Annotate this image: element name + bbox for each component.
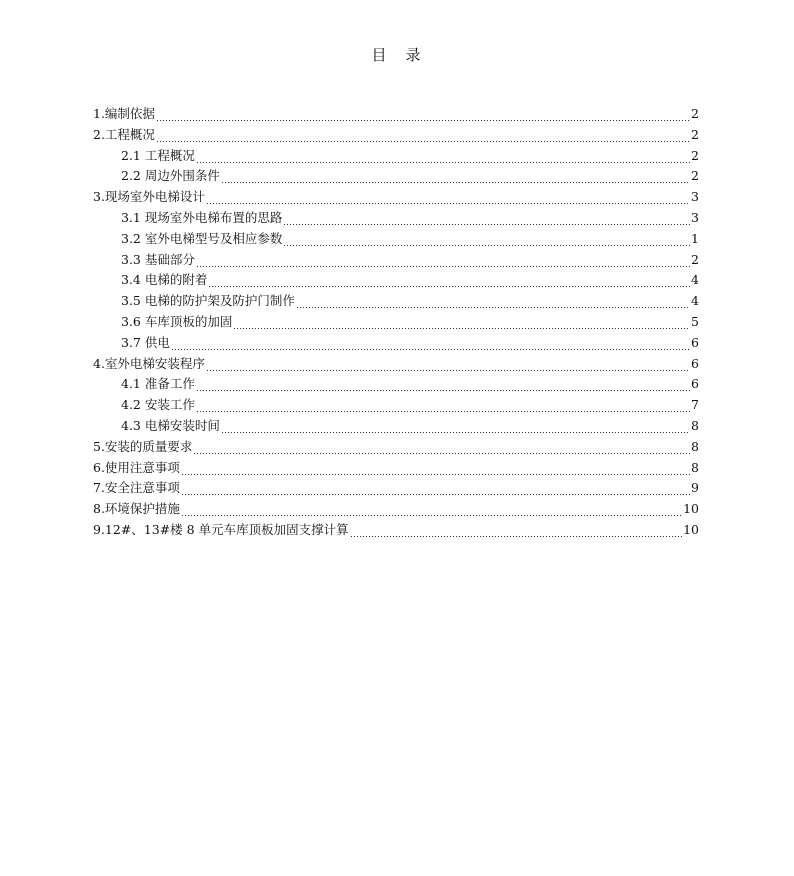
toc-entry[interactable] (93, 520, 699, 541)
toc-entry[interactable] (93, 499, 699, 520)
toc-page-number: 6 (691, 355, 699, 371)
toc-page-number: 7 (691, 397, 699, 413)
dot-leader (221, 166, 690, 187)
dot-leader (221, 416, 690, 437)
dot-leader (181, 458, 690, 479)
toc-page-number: 2 (691, 168, 699, 184)
toc-entry-text: 7.安全注意事项 (93, 480, 180, 496)
dot-leader (196, 374, 690, 395)
toc-entry[interactable] (93, 125, 699, 146)
toc-page-number: 3 (691, 209, 699, 225)
toc-entry-text: 4.3 电梯安装时间 (121, 417, 220, 433)
dot-leader (206, 187, 690, 208)
toc-entry-text: 4.室外电梯安装程序 (93, 355, 205, 371)
dot-leader (181, 478, 690, 499)
toc-page-number: 5 (691, 313, 699, 329)
toc-entry-text: 5.安装的质量要求 (93, 438, 193, 454)
toc-entry-text: 3.4 电梯的附着 (121, 272, 208, 288)
toc-entry-text: 2.工程概况 (93, 126, 155, 142)
toc-page-number: 8 (691, 438, 699, 454)
toc-page-number: 10 (683, 521, 699, 537)
toc-page-number: 4 (691, 272, 699, 288)
toc-entry-text: 2.2 周边外围条件 (121, 168, 220, 184)
toc-entry[interactable] (93, 146, 699, 167)
toc-page-number: 2 (691, 106, 699, 121)
toc-page-number: 1 (691, 230, 699, 246)
toc-entry-text: 3.1 现场室外电梯布置的思路 (121, 209, 283, 225)
toc-entry-text: 3.5 电梯的防护架及防护门制作 (121, 293, 295, 309)
toc-entry[interactable] (93, 333, 699, 354)
dot-leader (156, 104, 690, 125)
toc-entry-text: 2.1 工程概况 (121, 147, 195, 163)
dot-leader (181, 499, 682, 520)
toc-entry[interactable] (93, 478, 699, 499)
toc-entry[interactable] (93, 416, 699, 437)
toc-entry-text: 3.7 供电 (121, 334, 170, 350)
toc-entry[interactable] (93, 229, 699, 250)
toc-page-number: 8 (691, 459, 699, 475)
toc-entry[interactable] (93, 458, 699, 479)
toc-page-number: 2 (691, 147, 699, 163)
toc-entry[interactable] (93, 270, 699, 291)
table-of-contents (93, 104, 699, 541)
toc-entry-text: 9.12#、13#楼 8 单元车库顶板加固支撑计算 (93, 521, 349, 537)
dot-leader (296, 291, 690, 312)
dot-leader (196, 146, 690, 167)
dot-leader (283, 229, 690, 250)
toc-entry[interactable] (93, 166, 699, 187)
toc-entry[interactable] (93, 250, 699, 271)
toc-page-number: 4 (691, 293, 699, 309)
toc-page-number: 2 (691, 251, 699, 267)
toc-entry-text: 8.环境保护措施 (93, 501, 180, 517)
dot-leader (196, 250, 690, 271)
toc-entry[interactable] (93, 291, 699, 312)
toc-entry[interactable] (93, 354, 699, 375)
toc-page-number: 6 (691, 334, 699, 350)
toc-page-number: 2 (691, 126, 699, 142)
toc-entry-text: 6.使用注意事项 (93, 459, 180, 475)
toc-page-number: 6 (691, 376, 699, 392)
toc-entry[interactable] (93, 104, 699, 125)
toc-entry[interactable] (93, 187, 699, 208)
dot-leader (206, 354, 690, 375)
toc-entry-text: 3.6 车库顶板的加固 (121, 313, 233, 329)
toc-entry-text: 3.现场室外电梯设计 (93, 189, 205, 205)
toc-title: 目 录 (371, 46, 423, 64)
dot-leader (233, 312, 690, 333)
dot-leader (196, 395, 690, 416)
toc-page-number: 8 (691, 417, 699, 433)
toc-entry[interactable] (93, 395, 699, 416)
toc-page-number: 3 (691, 189, 699, 205)
dot-leader (171, 333, 690, 354)
toc-entry-text: 4.2 安装工作 (121, 397, 195, 413)
toc-entry[interactable] (93, 312, 699, 333)
dot-leader (193, 437, 690, 458)
toc-entry[interactable] (93, 374, 699, 395)
toc-page-number: 10 (683, 501, 699, 517)
toc-entry[interactable] (93, 208, 699, 229)
toc-entry-text: 3.3 基础部分 (121, 251, 195, 267)
toc-entry[interactable] (93, 437, 699, 458)
dot-leader (156, 125, 690, 146)
dot-leader (283, 208, 690, 229)
toc-entry-text: 3.2 室外电梯型号及相应参数 (121, 230, 283, 246)
toc-page-number: 9 (691, 480, 699, 496)
toc-entry-text: 4.1 准备工作 (121, 376, 195, 392)
toc-entry-text: 1.编制依据 (93, 106, 155, 121)
dot-leader (350, 520, 683, 541)
dot-leader (208, 270, 690, 291)
